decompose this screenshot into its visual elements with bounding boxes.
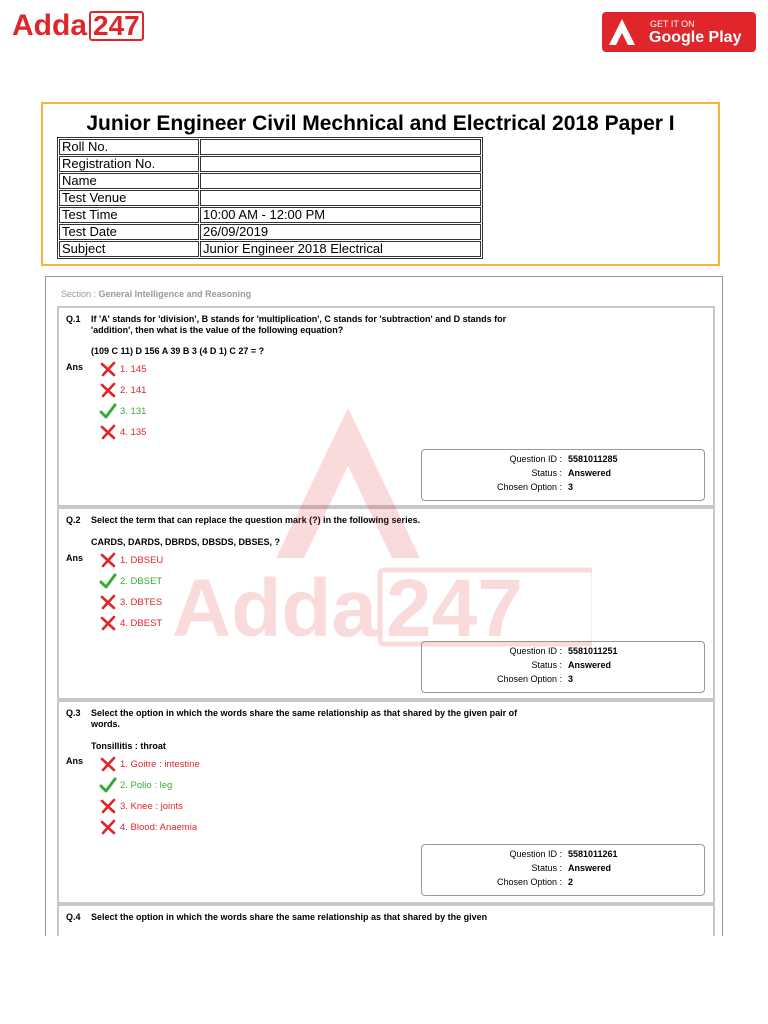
question-card: [57, 507, 715, 700]
option-item: [99, 755, 200, 773]
info-value: 10:00 AM - 12:00 PM: [200, 207, 481, 223]
info-key: Name: [59, 173, 199, 189]
question-meta: [421, 844, 705, 896]
question-card: [57, 700, 715, 904]
question-text: If 'A' stands for 'division', B stands for 'multiplication', C stands for 'subtraction' and D stands for 'addition', then what is the value of the following equation?: [91, 314, 507, 335]
check-icon: [99, 402, 117, 420]
chosen-value: 3: [568, 674, 574, 684]
question-frame: [45, 276, 723, 936]
chosen-value: 2: [568, 877, 574, 887]
qid-value: 5581011261: [568, 849, 618, 859]
question-expression: Tonsillitis : throat: [91, 741, 166, 751]
cross-icon: [99, 381, 117, 399]
option-item: [99, 423, 146, 441]
option-label: 3. Knee : joints: [120, 800, 183, 812]
status-label: Status :: [531, 660, 562, 670]
option-item: [99, 402, 146, 420]
play-store-label: Google Play: [649, 29, 742, 46]
cross-icon: [99, 797, 117, 815]
option-label: 2. 141: [120, 384, 147, 396]
qid-label: Question ID :: [509, 454, 562, 464]
option-label: 1. Goitre : intestine: [120, 758, 200, 770]
cross-icon: [99, 614, 117, 632]
question-meta: [421, 641, 705, 693]
ans-label: Ans: [66, 553, 84, 563]
status-value: Answered: [568, 660, 612, 670]
question-text: Select the term that can replace the question mark (?) in the following series.: [91, 515, 421, 525]
info-value: [200, 173, 481, 189]
chosen-value: 3: [568, 482, 574, 492]
section-label: Section :: [61, 289, 97, 299]
candidate-info-table: [57, 137, 483, 259]
question-card: [57, 306, 715, 507]
cross-icon: [99, 818, 117, 836]
cross-icon: [99, 551, 117, 569]
logo-box-text: 247: [89, 11, 144, 41]
info-row: [59, 207, 481, 223]
qid-label: Question ID :: [509, 849, 562, 859]
paper-header: [41, 102, 720, 266]
info-key: Test Time: [59, 207, 199, 223]
status-label: Status :: [531, 468, 562, 478]
cross-icon: [99, 755, 117, 773]
section-header: [61, 289, 251, 299]
option-label: 2. Polio : leg: [120, 779, 173, 791]
watermark-text: Adda: [172, 563, 377, 648]
paper-title: Junior Engineer Civil Mechnical and Electrical 2018 Paper I: [86, 112, 675, 135]
info-row: [59, 139, 481, 155]
question-number: Q.3: [66, 708, 81, 718]
info-row: [59, 224, 481, 240]
qid-value: 5581011251: [568, 646, 618, 656]
info-value: 26/09/2019: [200, 224, 481, 240]
option-item: [99, 818, 197, 836]
adda247-logo[interactable]: [12, 10, 144, 42]
status-value: Answered: [568, 468, 612, 478]
option-label: 4. Blood: Anaemia: [120, 821, 198, 833]
question-meta: [421, 449, 705, 501]
info-key: Test Date: [59, 224, 199, 240]
info-row: [59, 156, 481, 172]
question-expression: CARDS, DARDS, DBRDS, DBSDS, DBSES, ?: [91, 537, 281, 547]
option-item: [99, 551, 163, 569]
qid-value: 5581011285: [568, 454, 618, 464]
info-value: Junior Engineer 2018 Electrical: [200, 241, 481, 257]
watermark-box-text: 247: [386, 563, 523, 648]
chosen-label: Chosen Option :: [496, 674, 562, 684]
check-icon: [99, 572, 117, 590]
option-label: 4. 135: [120, 426, 147, 438]
question-expression: (109 C 11) D 156 A 39 B 3 (4 D 1) C 27 = ?: [91, 346, 265, 356]
status-value: Answered: [568, 863, 612, 873]
option-item: [99, 360, 146, 378]
option-item: [99, 381, 146, 399]
option-item: [99, 797, 183, 815]
option-item: [99, 776, 172, 794]
info-value: [200, 190, 481, 206]
qid-label: Question ID :: [509, 646, 562, 656]
question-text: Select the option in which the words share the same relationship as that shared by the given: [91, 912, 488, 922]
option-label: 4. DBEST: [120, 617, 163, 629]
chosen-label: Chosen Option :: [496, 482, 562, 492]
play-get-label: GET IT ON: [650, 19, 695, 29]
info-row: [59, 190, 481, 206]
ans-label: Ans: [66, 362, 84, 372]
google-play-button[interactable]: [602, 12, 756, 52]
info-key: Test Venue: [59, 190, 199, 206]
option-label: 3. DBTES: [120, 596, 163, 608]
info-value: [200, 156, 481, 172]
question-card: [57, 904, 715, 936]
option-label: 1. 145: [120, 363, 147, 375]
logo-text: Adda: [12, 9, 87, 42]
cross-icon: [99, 593, 117, 611]
info-row: [59, 173, 481, 189]
option-item: [99, 572, 162, 590]
info-key: Registration No.: [59, 156, 199, 172]
option-label: 2. DBSET: [120, 575, 163, 587]
option-label: 3. 131: [120, 405, 147, 417]
adda-triangle-icon: [602, 12, 642, 52]
check-icon: [99, 776, 117, 794]
section-name: General Intelligence and Reasoning: [98, 289, 252, 299]
question-text: Select the option in which the words share the same relationship as that shared by the given pair of words.: [91, 708, 518, 729]
status-label: Status :: [531, 863, 562, 873]
question-number: Q.4: [66, 912, 81, 922]
chosen-label: Chosen Option :: [496, 877, 562, 887]
cross-icon: [99, 423, 117, 441]
info-value: [200, 139, 481, 155]
question-number: Q.1: [66, 314, 81, 324]
question-number: Q.2: [66, 515, 81, 525]
info-key: Roll No.: [59, 139, 199, 155]
cross-icon: [99, 360, 117, 378]
option-item: [99, 593, 162, 611]
option-label: 1. DBSEU: [120, 554, 164, 566]
ans-label: Ans: [66, 756, 84, 766]
option-item: [99, 614, 162, 632]
info-row: [59, 241, 481, 257]
info-key: Subject: [59, 241, 199, 257]
